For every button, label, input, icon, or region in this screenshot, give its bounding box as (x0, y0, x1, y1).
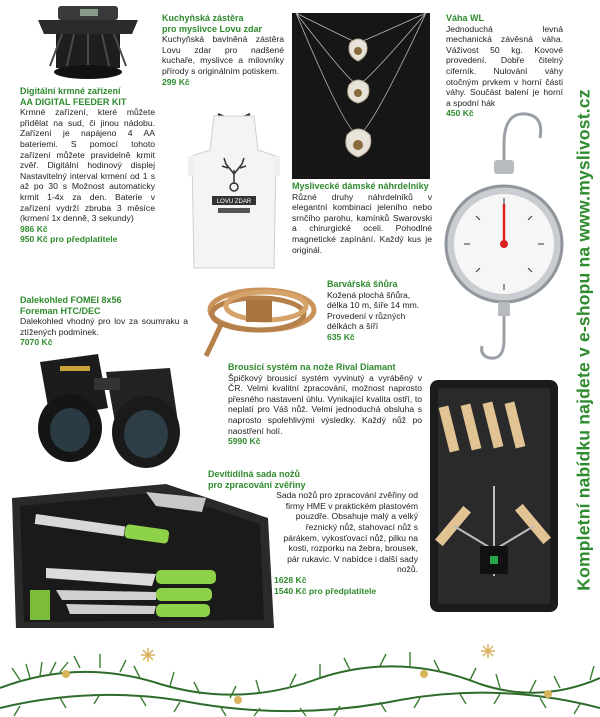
eshop-note-text[interactable]: Kompletní nabídku najdete v e-shopu na www.myslivost.cz (573, 89, 594, 591)
scale-title: Váha WL (446, 13, 485, 23)
binoculars-description: Dalekohled vhodný pro lov za soumraku a ztížených podmínek. (20, 316, 188, 337)
apron-image (188, 112, 280, 272)
knives-price-subscriber: 1540 Kč pro předplatitele (274, 585, 377, 596)
product-binoculars (20, 295, 188, 348)
cord-title: Barvářská šňůra (327, 279, 398, 289)
binoculars-title-2: Foreman HTC/DEC (20, 305, 101, 316)
eshop-note (570, 70, 598, 610)
feeder-title-1: Digitální krmné zařízení (20, 86, 121, 96)
necklace-image (292, 13, 430, 179)
apron-price: 299 Kč (162, 76, 190, 87)
cord-image (192, 280, 322, 362)
feeder-description: Krmné zařízení, které můžete přidělat na sud, či jinou nádobu. Zařízení je napájeno 4 AA bateriemi. S pomocí tohoto zařízení můžete pravidelně krmit zvěř. Digitální hodinový displej Nastavitelný interval krmení od 1 s až po 30 s Možnost automaticky krmit 1-4x za den. Baterie v zařízení vydrží zbruba 3 měsíce (krmení 1x denně, 3 sekundy) (20, 107, 155, 224)
apron-print-text: LOVU ZDAR (216, 199, 252, 205)
binoculars-image (20, 348, 198, 470)
product-feeder (20, 86, 155, 245)
product-scale (446, 13, 563, 119)
scale-description: Jednoduchá levná mechanická závěsná váha. Váživost 50 kg. Kovové provedení. Dobře čitelný ciferník. Nulování váhy otočným prvkem v horní části váhy. Součást balení je horní a spodní hák (446, 23, 563, 108)
binoculars-price: 7070 Kč (20, 337, 53, 348)
feeder-title-2: AA DIGITAL FEEDER KIT (20, 96, 127, 107)
sharpener-title: Brousicí systém na nože Rival Diamant (228, 362, 396, 372)
scale-image (440, 108, 568, 368)
product-apron (162, 13, 284, 87)
feeder-price: 986 Kč (20, 223, 48, 234)
cord-description: Kožená plochá šňůra, délka 10 m, šíře 14 mm. Provedení v různých délkách a šíří (327, 289, 420, 332)
pine-branch-decoration (0, 628, 600, 717)
feeder-price-subscriber: 950 Kč pro předplatitele (20, 234, 118, 245)
sharpener-description: Špičkový brousicí systém vyvinutý a vyráběný v ČR. Velmi kvalitní zpracování, možnost naprosto přesného nastavení úhlu. Vynikající kvalita ostří, to neplatí pro Váš nůž. Velmi jednoduchá obsluha s naprosto spolehlivými výsledky. Každý nůž po naostření holí. (228, 372, 422, 436)
apron-description: Kuchyňská bavlněná zástěra Lovu zdar pro nadšené kuchaře, myslivce a milovníky přírody s originálním potiskem. (162, 34, 284, 76)
scale-price: 450 Kč (446, 108, 474, 119)
knives-title-1: Devítidílná sada nožů (208, 469, 301, 479)
product-sharpener (228, 362, 422, 447)
knives-title-2: pro zpracování zvěřiny (208, 479, 306, 490)
knives-price: 1628 Kč (274, 574, 307, 585)
apron-title-2: pro myslivce Lovu zdar (162, 23, 263, 34)
knives-description: Sada nožů pro zpracování zvěřiny od firmy HME v praktickém plastovém pouzdře. Obsahuje malý a velký řeznický nůž, stahovací nůž s párákem, vykosťovací nůž, pilku na kosti, rozporku na žebra, brousek, pár rukavic. V nabídce i další sady nožů. (276, 490, 418, 575)
feeder-image (28, 4, 148, 84)
sharpener-price: 5990 Kč (228, 436, 261, 447)
product-necklace (292, 181, 432, 255)
sharpener-image (424, 376, 564, 618)
product-cord (327, 279, 427, 343)
apron-title-1: Kuchyňská zástěra (162, 13, 244, 23)
necklace-title: Myslivecké dámské náhrdelníky (292, 181, 429, 191)
necklace-description: Různé druhy náhrdelníků v elegantní kombinaci jeleního nebo srnčího parohu, kamínků Swarovski a chirurgické oceli. Pohodlné magnetické zapínání. Každý kus je originál. (292, 191, 432, 255)
cord-price: 635 Kč (327, 331, 355, 342)
binoculars-title-1: Dalekohled FOMEI 8x56 (20, 295, 122, 305)
product-knives (200, 469, 418, 596)
